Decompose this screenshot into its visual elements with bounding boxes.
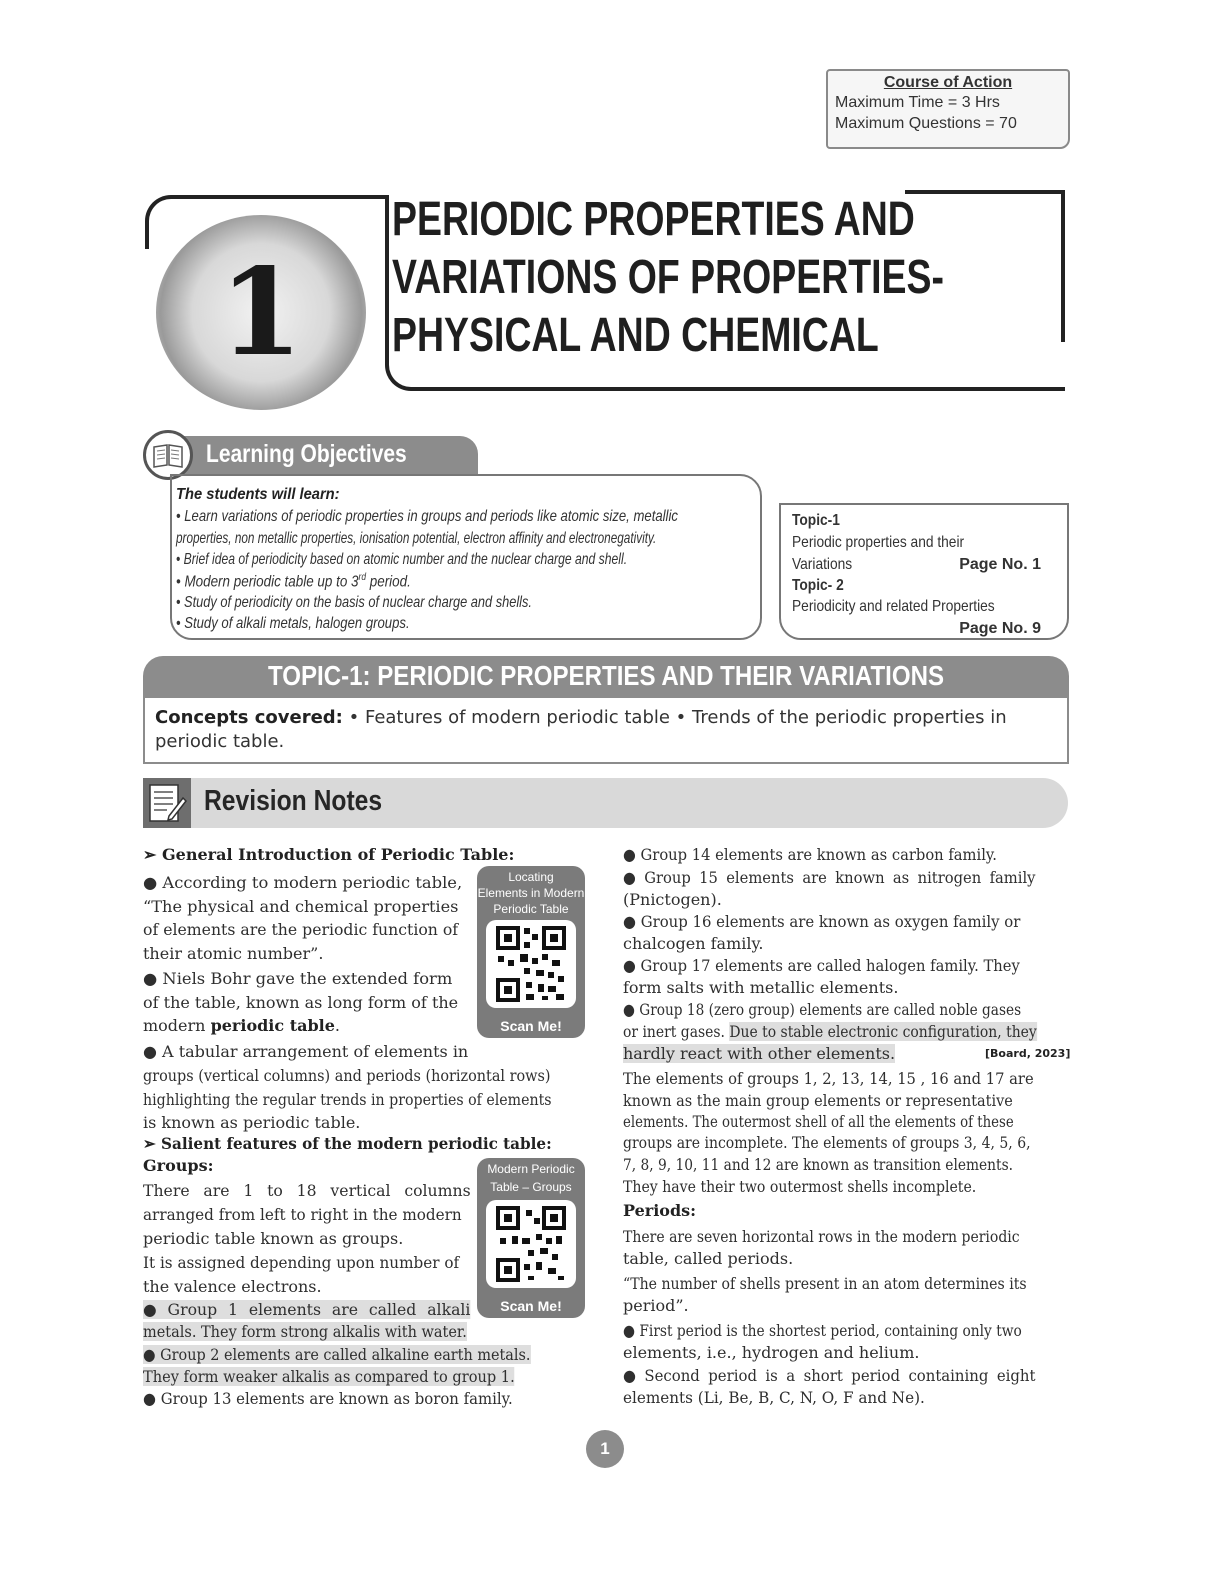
left-p1-line-2: “The physical and chemical properties (143, 897, 459, 916)
left-p2-line-3-text: modern (143, 1016, 211, 1035)
left-p1-line-1: ● According to modern periodic table, (143, 873, 463, 892)
qr-code-icon[interactable] (486, 920, 576, 1008)
right-g17-line-1: ● Group 17 elements are called halogen family. They (623, 956, 1020, 975)
right-g15-line-1: ● Group 15 elements are known as nitrogen family (623, 868, 1036, 887)
right-g18-line-2a: or inert gases. (623, 1022, 730, 1041)
max-questions: Maximum Questions = 70 (835, 115, 1017, 132)
left-p1-line-4: their atomic number”. (143, 944, 324, 963)
right-periods-3-line-1: ● First period is the shortest period, containing only two (623, 1321, 1022, 1340)
topic-1-label: Topic-1 (792, 512, 840, 529)
topic-2-label: Topic- 2 (792, 577, 844, 594)
objective-superscript: rd (358, 572, 367, 583)
topic-banner-title: TOPIC-1: PERIODIC PROPERTIES AND THEIR VARIATIONS (267, 660, 945, 691)
right-g15-line-2: (Pnictogen). (623, 890, 722, 909)
left-p2-line-1: ● Niels Bohr gave the extended form (143, 969, 453, 988)
right-periods-3-line-2: elements, i.e., hydrogen and helium. (623, 1343, 920, 1362)
topic-2-desc: Periodicity and related Properties (792, 598, 995, 615)
left-p7-line-1: ● Group 2 elements are called alkaline earth metals. (143, 1345, 531, 1364)
topic-index-box (779, 503, 1069, 640)
left-heading-2: ➢ Salient features of the modern periodic table: (143, 1134, 552, 1153)
objectives-intro: The students will learn: (176, 486, 340, 503)
right-main-line-1: The elements of groups 1, 2, 13, 14, 15 , 16 and 17 are (623, 1069, 1034, 1088)
qr-1-caption-2: Elements in Modern (477, 886, 585, 900)
right-g16-line-2: chalcogen family. (623, 934, 764, 953)
objective-line-5: • Study of periodicity on the basis of nuclear charge and shells. (176, 594, 532, 611)
right-periods-1-line-1: There are seven horizontal rows in the modern periodic (623, 1227, 1020, 1246)
left-p2-line-3 (143, 1016, 340, 1035)
objective-line-4-text: • Modern periodic table up to 3 (176, 573, 359, 591)
left-p5-line-1: It is assigned depending upon number of (143, 1253, 460, 1272)
left-heading-2-text: Salient features of the modern periodic table: (161, 1134, 552, 1153)
left-p4-line-1: There are 1 to 18 vertical columns (143, 1181, 471, 1200)
notes-icon (143, 778, 191, 828)
right-main-line-4: groups are incomplete. The elements of groups 3, 4, 5, 6, (623, 1133, 1031, 1152)
qr-1-caption-1: Locating (508, 870, 554, 884)
qr-card-modern-periodic-table[interactable] (477, 1158, 585, 1318)
objective-line-6: • Study of alkali metals, halogen groups. (176, 615, 410, 632)
topic-1-desc-2: Variations (792, 556, 853, 573)
topic-2-page: Page No. 9 (959, 620, 1041, 637)
qr-2-scan-label: Scan Me! (500, 1298, 562, 1314)
right-main-line-5: 7, 8, 9, 10, 11 and 12 are known as transition elements. (623, 1155, 1014, 1174)
right-g16-line-1: ● Group 16 elements are known as oxygen family or (623, 912, 1021, 931)
chapter-title-line-1: PERIODIC PROPERTIES AND (392, 193, 915, 246)
qr-1-scan-label: Scan Me! (500, 1018, 562, 1034)
right-periods-2-line-1: “The number of shells present in an atom determines its (623, 1274, 1027, 1293)
right-g17-line-2: form salts with metallic elements. (623, 978, 899, 997)
groups-heading: Groups: (143, 1156, 214, 1175)
left-heading-1: ➢ General Introduction of Periodic Table: (143, 845, 515, 864)
right-g18-line-2b: Due to stable electronic configuration, they (729, 1022, 1037, 1041)
qr-code-icon[interactable] (486, 1200, 576, 1288)
concepts-label: Concepts covered: (155, 707, 343, 728)
qr-card-locating-elements[interactable] (477, 866, 585, 1038)
right-periods-1-line-2: table, called periods. (623, 1249, 794, 1268)
objective-line-2: properties, non metallic properties, ionisation potential, electron affinity and electronegativity. (176, 530, 657, 547)
chapter-title-line-3: PHYSICAL AND CHEMICAL (392, 309, 879, 362)
objective-line-3: • Brief idea of periodicity based on atomic number and the nuclear charge and shell. (176, 551, 628, 568)
periods-heading: Periods: (623, 1201, 697, 1220)
concepts-text-2: periodic table. (155, 731, 285, 752)
left-p2-bold: periodic table (210, 1016, 335, 1035)
course-of-action-title: Course of Action (883, 74, 1013, 91)
right-periods-2-line-2: period”. (623, 1296, 689, 1315)
right-periods-4-line-2: elements (Li, Be, B, C, N, O, F and Ne). (623, 1388, 925, 1407)
left-p2-end: . (334, 1016, 340, 1035)
concepts-covered (143, 698, 1069, 764)
left-p3-line-2: groups (vertical columns) and periods (horizontal rows) (143, 1066, 551, 1085)
topic-1-page: Page No. 1 (959, 556, 1041, 573)
right-periods-4-line-1: ● Second period is a short period containing eight (623, 1366, 1036, 1385)
right-main-line-6: They have their two outermost shells incomplete. (623, 1177, 977, 1196)
qr-2-caption-1: Modern Periodic (487, 1162, 575, 1176)
book-icon (143, 430, 193, 480)
left-heading-1-text: General Introduction of Periodic Table: (161, 845, 515, 864)
left-p1-line-3: of elements are the periodic function of (143, 920, 459, 939)
left-p2-line-2: of the table, known as long form of the (143, 993, 459, 1012)
learning-objectives-heading: Learning Objectives (206, 440, 407, 468)
chapter-title-line-2: VARIATIONS OF PROPERTIES- (392, 251, 944, 304)
left-p4-line-2: arranged from left to right in the modern (143, 1205, 462, 1224)
left-p4-line-3: periodic table known as groups. (143, 1229, 404, 1248)
chapter-number: 1 (219, 242, 303, 383)
max-time: Maximum Time = 3 Hrs (835, 94, 1000, 111)
left-p6-line-2: metals. They form strong alkalis with water. (143, 1322, 467, 1341)
right-main-line-2: known as the main group elements or representative (623, 1091, 1013, 1110)
concepts-text: • Features of modern periodic table • Trends of the periodic properties in (342, 707, 1007, 728)
qr-2-caption-2: Table – Groups (490, 1180, 572, 1194)
board-tag: [Board, 2023] (985, 1047, 1071, 1060)
left-p6-line-1: ● Group 1 elements are called alkali (143, 1300, 471, 1319)
objective-line-1: • Learn variations of periodic properties in groups and periods like atomic size, metallic (176, 508, 678, 525)
objective-line-4 (176, 572, 411, 591)
revision-notes-heading: Revision Notes (204, 785, 383, 817)
left-p7-line-2: They form weaker alkalis as compared to group 1. (143, 1367, 515, 1386)
right-g18-line-1: ● Group 18 (zero group) elements are called noble gases (623, 1000, 1022, 1019)
right-g18-line-2 (623, 1022, 1037, 1041)
page-number: 1 (586, 1430, 624, 1468)
objective-line-4-tail: period. (366, 573, 411, 591)
left-p3-line-4: is known as periodic table. (143, 1113, 361, 1132)
left-p8: ● Group 13 elements are known as boron family. (143, 1389, 513, 1408)
course-of-action-box (826, 69, 1070, 149)
right-main-line-3: elements. The outermost shell of all the elements of these (623, 1112, 1014, 1131)
left-p3-line-1: ● A tabular arrangement of elements in (143, 1042, 469, 1061)
qr-1-caption-3: Periodic Table (493, 902, 569, 916)
topic-1-desc-1: Periodic properties and their (792, 534, 965, 551)
left-p5-line-2: the valence electrons. (143, 1277, 322, 1296)
left-p3-line-3: highlighting the regular trends in properties of elements (143, 1090, 552, 1109)
right-g18-line-3: hardly react with other elements. (623, 1044, 896, 1063)
right-g14: ● Group 14 elements are known as carbon family. (623, 845, 997, 864)
